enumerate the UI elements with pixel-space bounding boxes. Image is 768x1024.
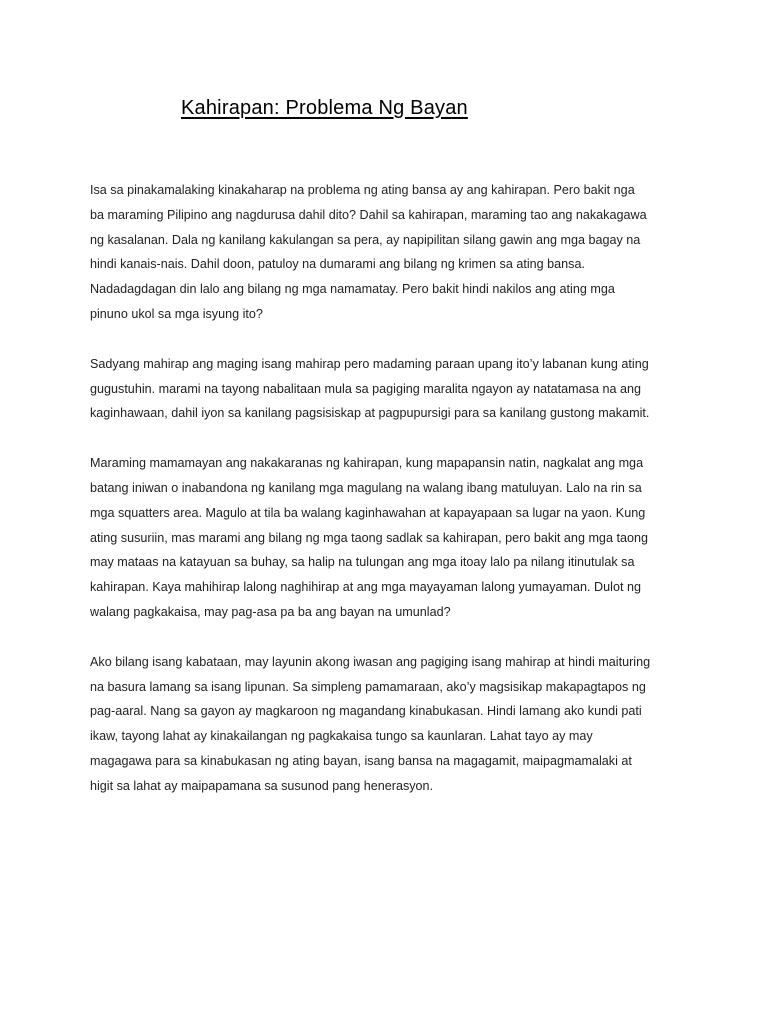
text-line: ng kasalanan. Dala ng kanilang kakulangan sa pera, ay napipilitan silang gawin ang mga bagay na <box>90 232 641 247</box>
text-line: hindi kanais-nais. Dahil doon, patuloy na dumarami ang bilang ng krimen sa ating bansa. <box>90 257 585 272</box>
text-line: pag-aaral. Nang sa gayon ay magkaroon ng magandang kinabukasan. Hindi lamang ako kundi pati <box>90 704 642 719</box>
text-line: Isa sa pinakamalaking kinakaharap na problema ng ating bansa ay ang kahirapan. Pero bakit nga <box>90 183 635 197</box>
text-line: Nadadagdagan din lalo ang bilang ng mga namamatay. Pero bakit hindi nakilos ang ating mga <box>90 282 615 297</box>
text-line: magagawa para sa kinabukasan ng ating bayan, isang bansa na magagamit, maipagmamalaki at <box>90 753 632 768</box>
text-line: kaginhawaan, dahil iyon sa kanilang pagsisiskap at pagpupursigi para sa kanilang gustong makamit. <box>90 406 650 421</box>
paragraph <box>90 178 686 327</box>
text-line: gugustuhin. marami na tayong nabalitaan mula sa pagiging maralita ngayon ay natatamasa na ang <box>90 381 641 396</box>
text-line: Ako bilang isang kabataan, may layunin akong iwasan ang pagiging isang mahirap at hindi maituring <box>90 654 651 669</box>
text-line: ating susuriin, mas marami ang bilang ng mga taong sadlak sa kahirapan, pero bakit ang mga taong <box>90 530 648 545</box>
paragraph <box>90 451 686 625</box>
document-title: Kahirapan: Problema Ng Bayan <box>181 97 468 119</box>
text-line: na basura lamang sa isang lipunan. Sa simpleng pamamaraan, ako’y magsisikap makapagtapos ng <box>90 679 646 694</box>
text-line: higit sa lahat ay maipapamana sa susunod pang henerasyon. <box>90 778 434 793</box>
text-line: walang pagkakaisa, may pag-asa pa ba ang bayan na umunlad? <box>90 604 451 619</box>
text-line: ba maraming Pilipino ang nagdurusa dahil dito? Dahil sa kahirapan, maraming tao ang nakakagawa <box>90 207 647 222</box>
text-line: ikaw, tayong lahat ay kinakailangan ng pagkakaisa tungo sa kaunlaran. Lahat tayo ay may <box>90 729 593 744</box>
text-line: pinuno ukol sa mga isyung ito? <box>90 306 263 321</box>
paragraph <box>90 352 686 426</box>
document-body <box>90 178 686 824</box>
paragraph <box>90 650 686 799</box>
text-line: kahirapan. Kaya mahihirap lalong naghihirap at ang mga mayayaman lalong yumayaman. Dulot ng <box>90 580 641 595</box>
text-line: Sadyang mahirap ang maging isang mahirap pero madaming paraan upang ito’y labanan kung ating <box>90 356 649 371</box>
text-line: may mataas na katayuan sa buhay, sa halip na tulungan ang mga itoay lalo pa nilang itinutulak sa <box>90 555 635 570</box>
text-line: Maraming mamamayan ang nakakaranas ng kahirapan, kung mapapansin natin, nagkalat ang mga <box>90 456 644 471</box>
text-line: mga squatters area. Magulo at tila ba walang kaginhawahan at kapayapaan sa lugar na yaon. Kung <box>90 505 646 520</box>
text-line: batang iniwan o inabandona ng kanilang mga magulang na walang ibang matuluyan. Lalo na rin sa <box>90 480 642 495</box>
